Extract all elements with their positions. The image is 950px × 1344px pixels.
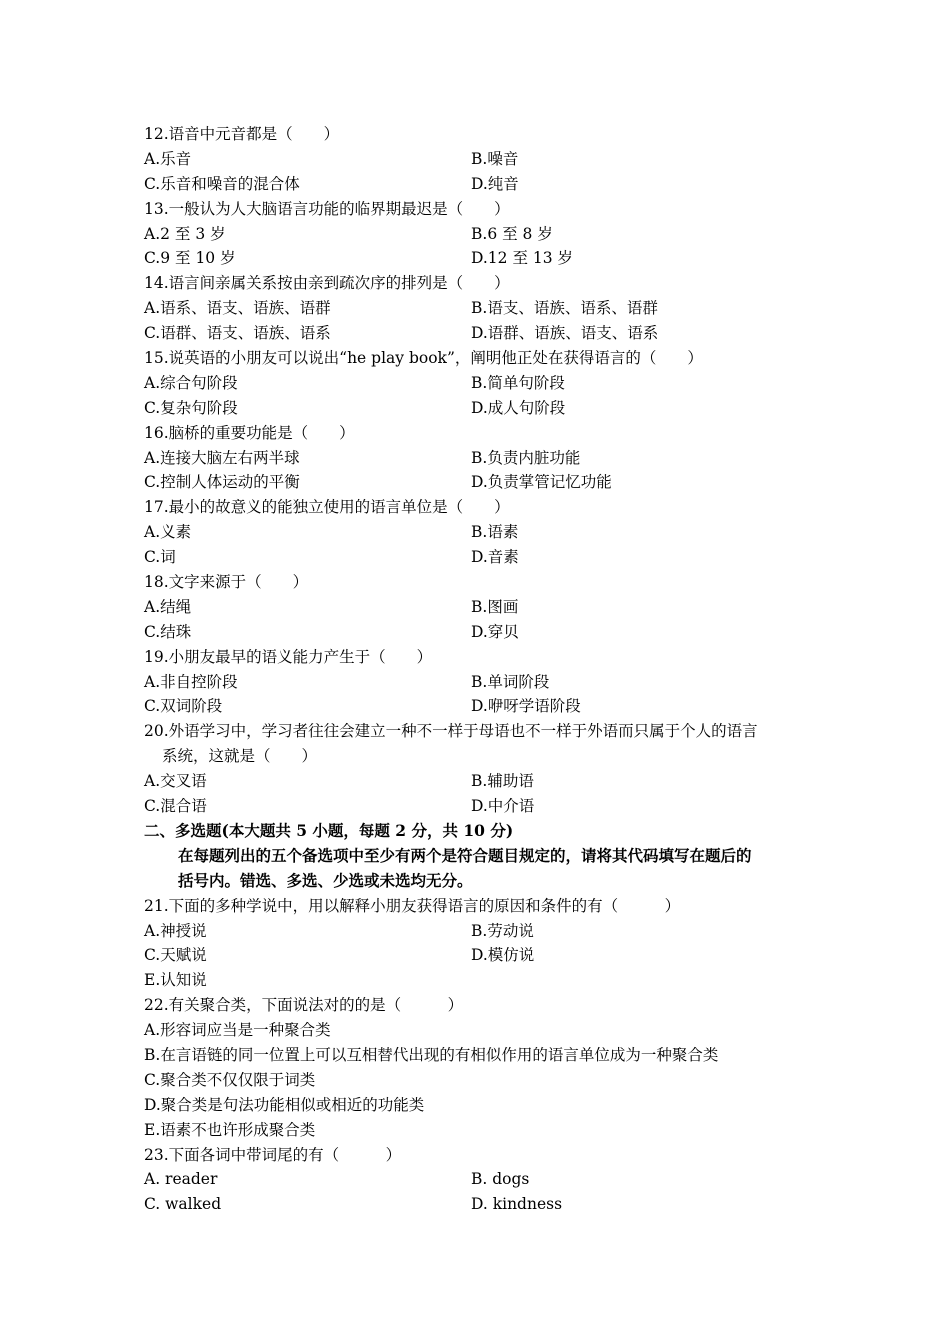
question-stem: 16.脑桥的重要功能是（ ） bbox=[144, 423, 355, 442]
option-row bbox=[144, 769, 814, 794]
option: C.语群、语支、语族、语系 bbox=[144, 324, 331, 343]
option: D.咿呀学语阶段 bbox=[471, 697, 581, 716]
option-line: E.语素不也许形成聚合类 bbox=[144, 1120, 316, 1139]
option-row bbox=[144, 694, 814, 719]
option-row bbox=[144, 296, 814, 321]
question-stem: 18.文字来源于（ ） bbox=[144, 573, 309, 592]
question-stem-continued: 系统，这就是（ ） bbox=[162, 747, 318, 766]
option-row bbox=[144, 520, 814, 545]
option: D.纯音 bbox=[471, 174, 519, 193]
option: B.单词阶段 bbox=[471, 672, 550, 691]
option: A.非自控阶段 bbox=[144, 672, 238, 691]
option: D.语群、语族、语支、语系 bbox=[471, 324, 659, 343]
option: C.控制人体运动的平衡 bbox=[144, 473, 300, 492]
option: C.天赋说 bbox=[144, 946, 207, 965]
option: C.复杂句阶段 bbox=[144, 398, 238, 417]
section-heading: 二、多选题(本大题共 5 小题，每题 2 分，共 10 分) bbox=[144, 820, 514, 840]
option: C. walked bbox=[144, 1195, 222, 1214]
option: B.语素 bbox=[471, 523, 519, 542]
option: D.模仿说 bbox=[471, 946, 535, 965]
option: A.结绳 bbox=[144, 597, 192, 616]
option-row bbox=[144, 371, 814, 396]
question-stem: 21.下面的多种学说中，用以解释小朋友获得语言的原因和条件的有（ ） bbox=[144, 896, 681, 915]
option: A.义素 bbox=[144, 523, 192, 542]
question-stem: 22.有关聚合类，下面说法对的的是（ ） bbox=[144, 996, 464, 1015]
option: A.综合句阶段 bbox=[144, 373, 238, 392]
option: A.乐音 bbox=[144, 149, 192, 168]
option: C.双词阶段 bbox=[144, 697, 223, 716]
option: D.12 至 13 岁 bbox=[471, 249, 574, 268]
option-row bbox=[144, 794, 814, 819]
option-line: D.聚合类是句法功能相似或相近的功能类 bbox=[144, 1095, 425, 1114]
option-row bbox=[144, 968, 814, 993]
option-row bbox=[144, 172, 814, 197]
option: B.辅助语 bbox=[471, 772, 534, 791]
option-row bbox=[144, 470, 814, 495]
option: C.结珠 bbox=[144, 622, 192, 641]
option: A.神授说 bbox=[144, 921, 207, 940]
option: D.负责掌管记忆功能 bbox=[471, 473, 612, 492]
option: C.9 至 10 岁 bbox=[144, 249, 236, 268]
question-stem: 14.语言间亲属关系按由亲到疏次序的排列是（ ） bbox=[144, 274, 510, 293]
option-row bbox=[144, 222, 814, 247]
option-row bbox=[144, 396, 814, 421]
option-row bbox=[144, 919, 814, 944]
question-stem: 13.一般认为人大脑语言功能的临界期最迟是（ ） bbox=[144, 199, 510, 218]
option: B.简单句阶段 bbox=[471, 373, 565, 392]
option-line: B.在言语链的同一位置上可以互相替代出现的有相似作用的语言单位成为一种聚合类 bbox=[144, 1045, 719, 1064]
section-instruction: 括号内。错选、多选、少选或未选均无分。 bbox=[178, 870, 473, 890]
option: E.认知说 bbox=[144, 971, 207, 990]
option: B.图画 bbox=[471, 597, 519, 616]
exam-page bbox=[144, 122, 814, 1217]
section-instruction: 在每题列出的五个备选项中至少有两个是符合题目规定的，请将其代码填写在题后的 bbox=[178, 845, 752, 865]
option-row bbox=[144, 321, 814, 346]
option: B.语支、语族、语系、语群 bbox=[471, 299, 658, 318]
option-row bbox=[144, 545, 814, 570]
option: A.连接大脑左右两半球 bbox=[144, 448, 300, 467]
question-stem: 23.下面各词中带词尾的有（ ） bbox=[144, 1145, 402, 1164]
option-row bbox=[144, 1167, 814, 1192]
question-stem: 12.语音中元音都是（ ） bbox=[144, 125, 340, 143]
option: B.负责内脏功能 bbox=[471, 448, 581, 467]
option: A.2 至 3 岁 bbox=[144, 224, 226, 243]
option-row bbox=[144, 1192, 814, 1217]
option: A. reader bbox=[144, 1170, 218, 1189]
option: C.词 bbox=[144, 548, 176, 567]
option-row bbox=[144, 943, 814, 968]
option: D.音素 bbox=[471, 548, 519, 567]
option-row bbox=[144, 246, 814, 271]
option: A.交叉语 bbox=[144, 772, 207, 791]
option: D.穿贝 bbox=[471, 622, 519, 641]
option: D. kindness bbox=[471, 1195, 563, 1214]
option: B.噪音 bbox=[471, 149, 519, 168]
option: C.混合语 bbox=[144, 797, 207, 816]
option-row bbox=[144, 670, 814, 695]
question-stem: 17.最小的故意义的能独立使用的语言单位是（ ） bbox=[144, 498, 510, 517]
option: C.乐音和噪音的混合体 bbox=[144, 174, 300, 193]
option: B.6 至 8 岁 bbox=[471, 224, 553, 243]
option: B.劳动说 bbox=[471, 921, 534, 940]
question-stem: 19.小朋友最早的语义能力产生于（ ） bbox=[144, 647, 433, 666]
question-stem: 15.说英语的小朋友可以说出“he play book”，阐明他正处在获得语言的（ ） bbox=[144, 349, 703, 368]
option-row bbox=[144, 147, 814, 172]
question-stem: 20.外语学习中，学习者往往会建立一种不一样于母语也不一样于外语而只属于个人的语言 bbox=[144, 722, 758, 741]
option: A.语系、语支、语族、语群 bbox=[144, 299, 331, 318]
option: D.中介语 bbox=[471, 797, 535, 816]
option: B. dogs bbox=[471, 1170, 530, 1189]
option-row bbox=[144, 446, 814, 471]
option-line: C.聚合类不仅仅限于词类 bbox=[144, 1070, 316, 1089]
option: D.成人句阶段 bbox=[471, 398, 566, 417]
option-row bbox=[144, 595, 814, 620]
option-line: A.形容词应当是一种聚合类 bbox=[144, 1021, 331, 1040]
option-row bbox=[144, 620, 814, 645]
